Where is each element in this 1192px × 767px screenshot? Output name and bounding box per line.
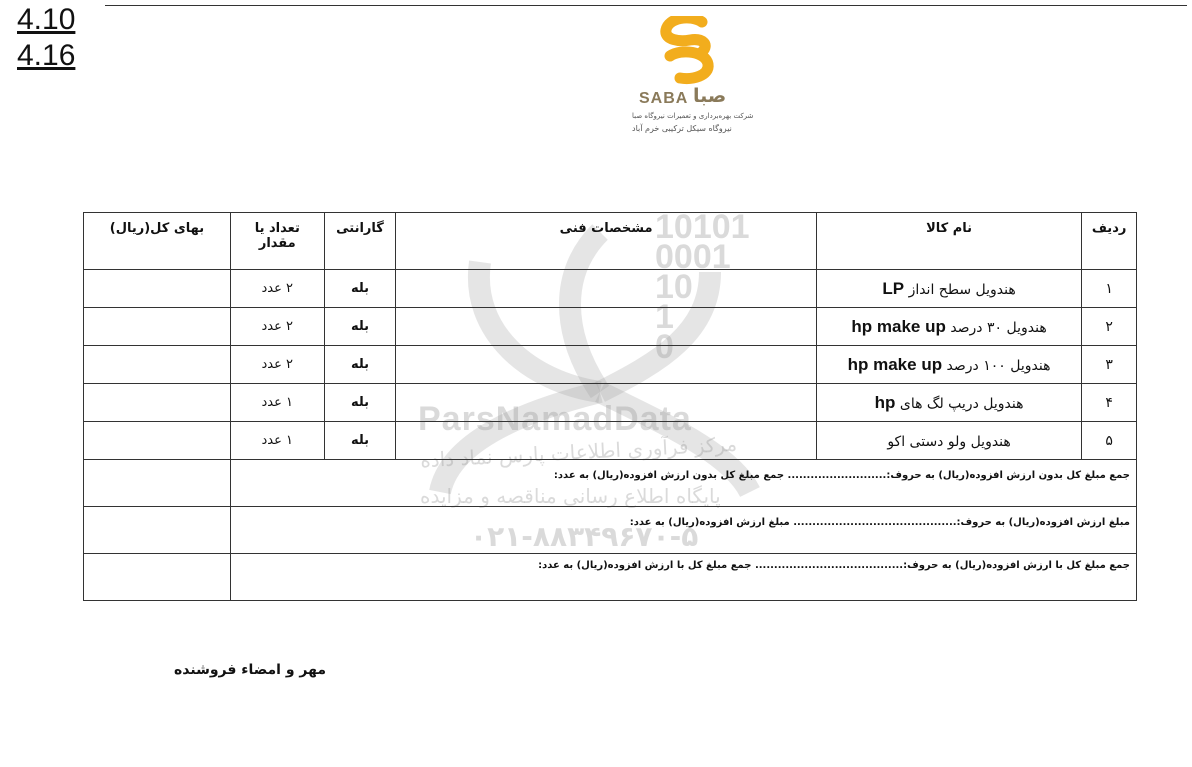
row-number: ۳ [1082,346,1137,384]
company-logo [630,16,754,146]
logo-company-line: شرکت بهره‌برداری و تعمیرات نیروگاه صبا [632,112,754,120]
watermark-phone: ۰۲۱-۸۸۳۴۹۶۷۰-۵ [470,520,699,553]
item-price [84,346,231,384]
row-number: ۴ [1082,384,1137,422]
row-number: ۱ [1082,270,1137,308]
item-brand: LP [882,278,905,298]
seller-signature-label: مهر و امضاء فروشنده [174,662,327,678]
watermark-line-1: مرکز فرآوری اطلاعات پارس نماد داده [419,431,738,473]
item-price [84,308,231,346]
summary-row-total [84,554,1137,601]
item-quantity: ۲ عدد [230,346,324,384]
items-table [83,208,1137,601]
item-brand: hp make up [847,354,943,374]
page-number-2: 4.16 [17,39,76,72]
item-price [84,422,231,460]
row-number: ۲ [1082,308,1137,346]
item-spec [396,308,817,346]
table-row [84,270,1137,308]
summary-row-subtotal [84,460,1137,507]
item-brand: hp make up [851,316,946,336]
item-quantity: ۱ عدد [230,422,324,460]
header-total-price: بهای کل(ریال) [84,213,231,270]
header-row-number: ردیف [1082,213,1137,270]
item-quantity: ۲ عدد [230,308,324,346]
item-name: هندویل ۳۰ درصد hp make up [816,308,1081,346]
header-spec: مشخصات فنی [396,213,817,270]
item-spec [396,384,817,422]
item-warranty: بله [324,384,396,422]
item-price [84,270,231,308]
item-name: هندویل سطح انداز LP [816,270,1081,308]
item-spec [396,346,817,384]
header-quantity: تعداد یا مقدار [230,213,324,270]
table-row [84,422,1137,460]
logo-plant-line: نیروگاه سیکل ترکیبی خرم آباد [632,124,732,133]
page-numbers [17,2,75,74]
item-quantity: ۲ عدد [230,270,324,308]
item-warranty: بله [324,270,396,308]
watermark-digits: 10101 0001 10 1 0 [655,208,750,366]
summary-vat-label: مبلغ ارزش افزوده(ریال) به حروف:........................................... مبلغ ارزش افزوده(ریال) به عدد: [230,507,1136,554]
item-name: هندویل ۱۰۰ درصد hp make up [816,346,1081,384]
table-row [84,346,1137,384]
summary-subtotal-label: جمع مبلغ کل بدون ارزش افزوده(ریال) به حروف:.......................... جمع مبلغ کل بدون ارزش افزوده(ریال) به عدد: [230,460,1136,507]
item-spec [396,270,817,308]
summary-total-value [84,554,231,601]
logo-latin-text: SABA [639,90,689,107]
table-header-row [84,213,1137,270]
logo-persian-text: صبا [693,85,727,107]
watermark-line-2: پایگاه اطلاع رسانی مناقصه و مزایده [420,484,721,508]
summary-subtotal-value [84,460,231,507]
table-row [84,308,1137,346]
saba-logo-icon [650,16,722,86]
row-number: ۵ [1082,422,1137,460]
item-warranty: بله [324,346,396,384]
item-name: هندویل دریپ لگ های hp [816,384,1081,422]
watermark-brand: ParsNamadData [418,400,692,438]
header-item-name: نام کالا [816,213,1081,270]
table-row [84,384,1137,422]
summary-vat-value [84,507,231,554]
summary-row-vat [84,507,1137,554]
page-number-1: 4.10 [17,3,76,36]
item-name: هندویل ولو دستی اکو [816,422,1081,460]
header-warranty: گارانتی [324,213,396,270]
item-warranty: بله [324,422,396,460]
item-warranty: بله [324,308,396,346]
summary-total-label: جمع مبلغ کل با ارزش افزوده(ریال) به حروف:....................................... جمع مبلغ کل با ارزش افزوده(ریال) به عدد: [230,554,1136,601]
top-rule [105,5,1187,6]
item-spec [396,422,817,460]
item-price [84,384,231,422]
item-quantity: ۱ عدد [230,384,324,422]
item-brand: hp [874,392,896,412]
